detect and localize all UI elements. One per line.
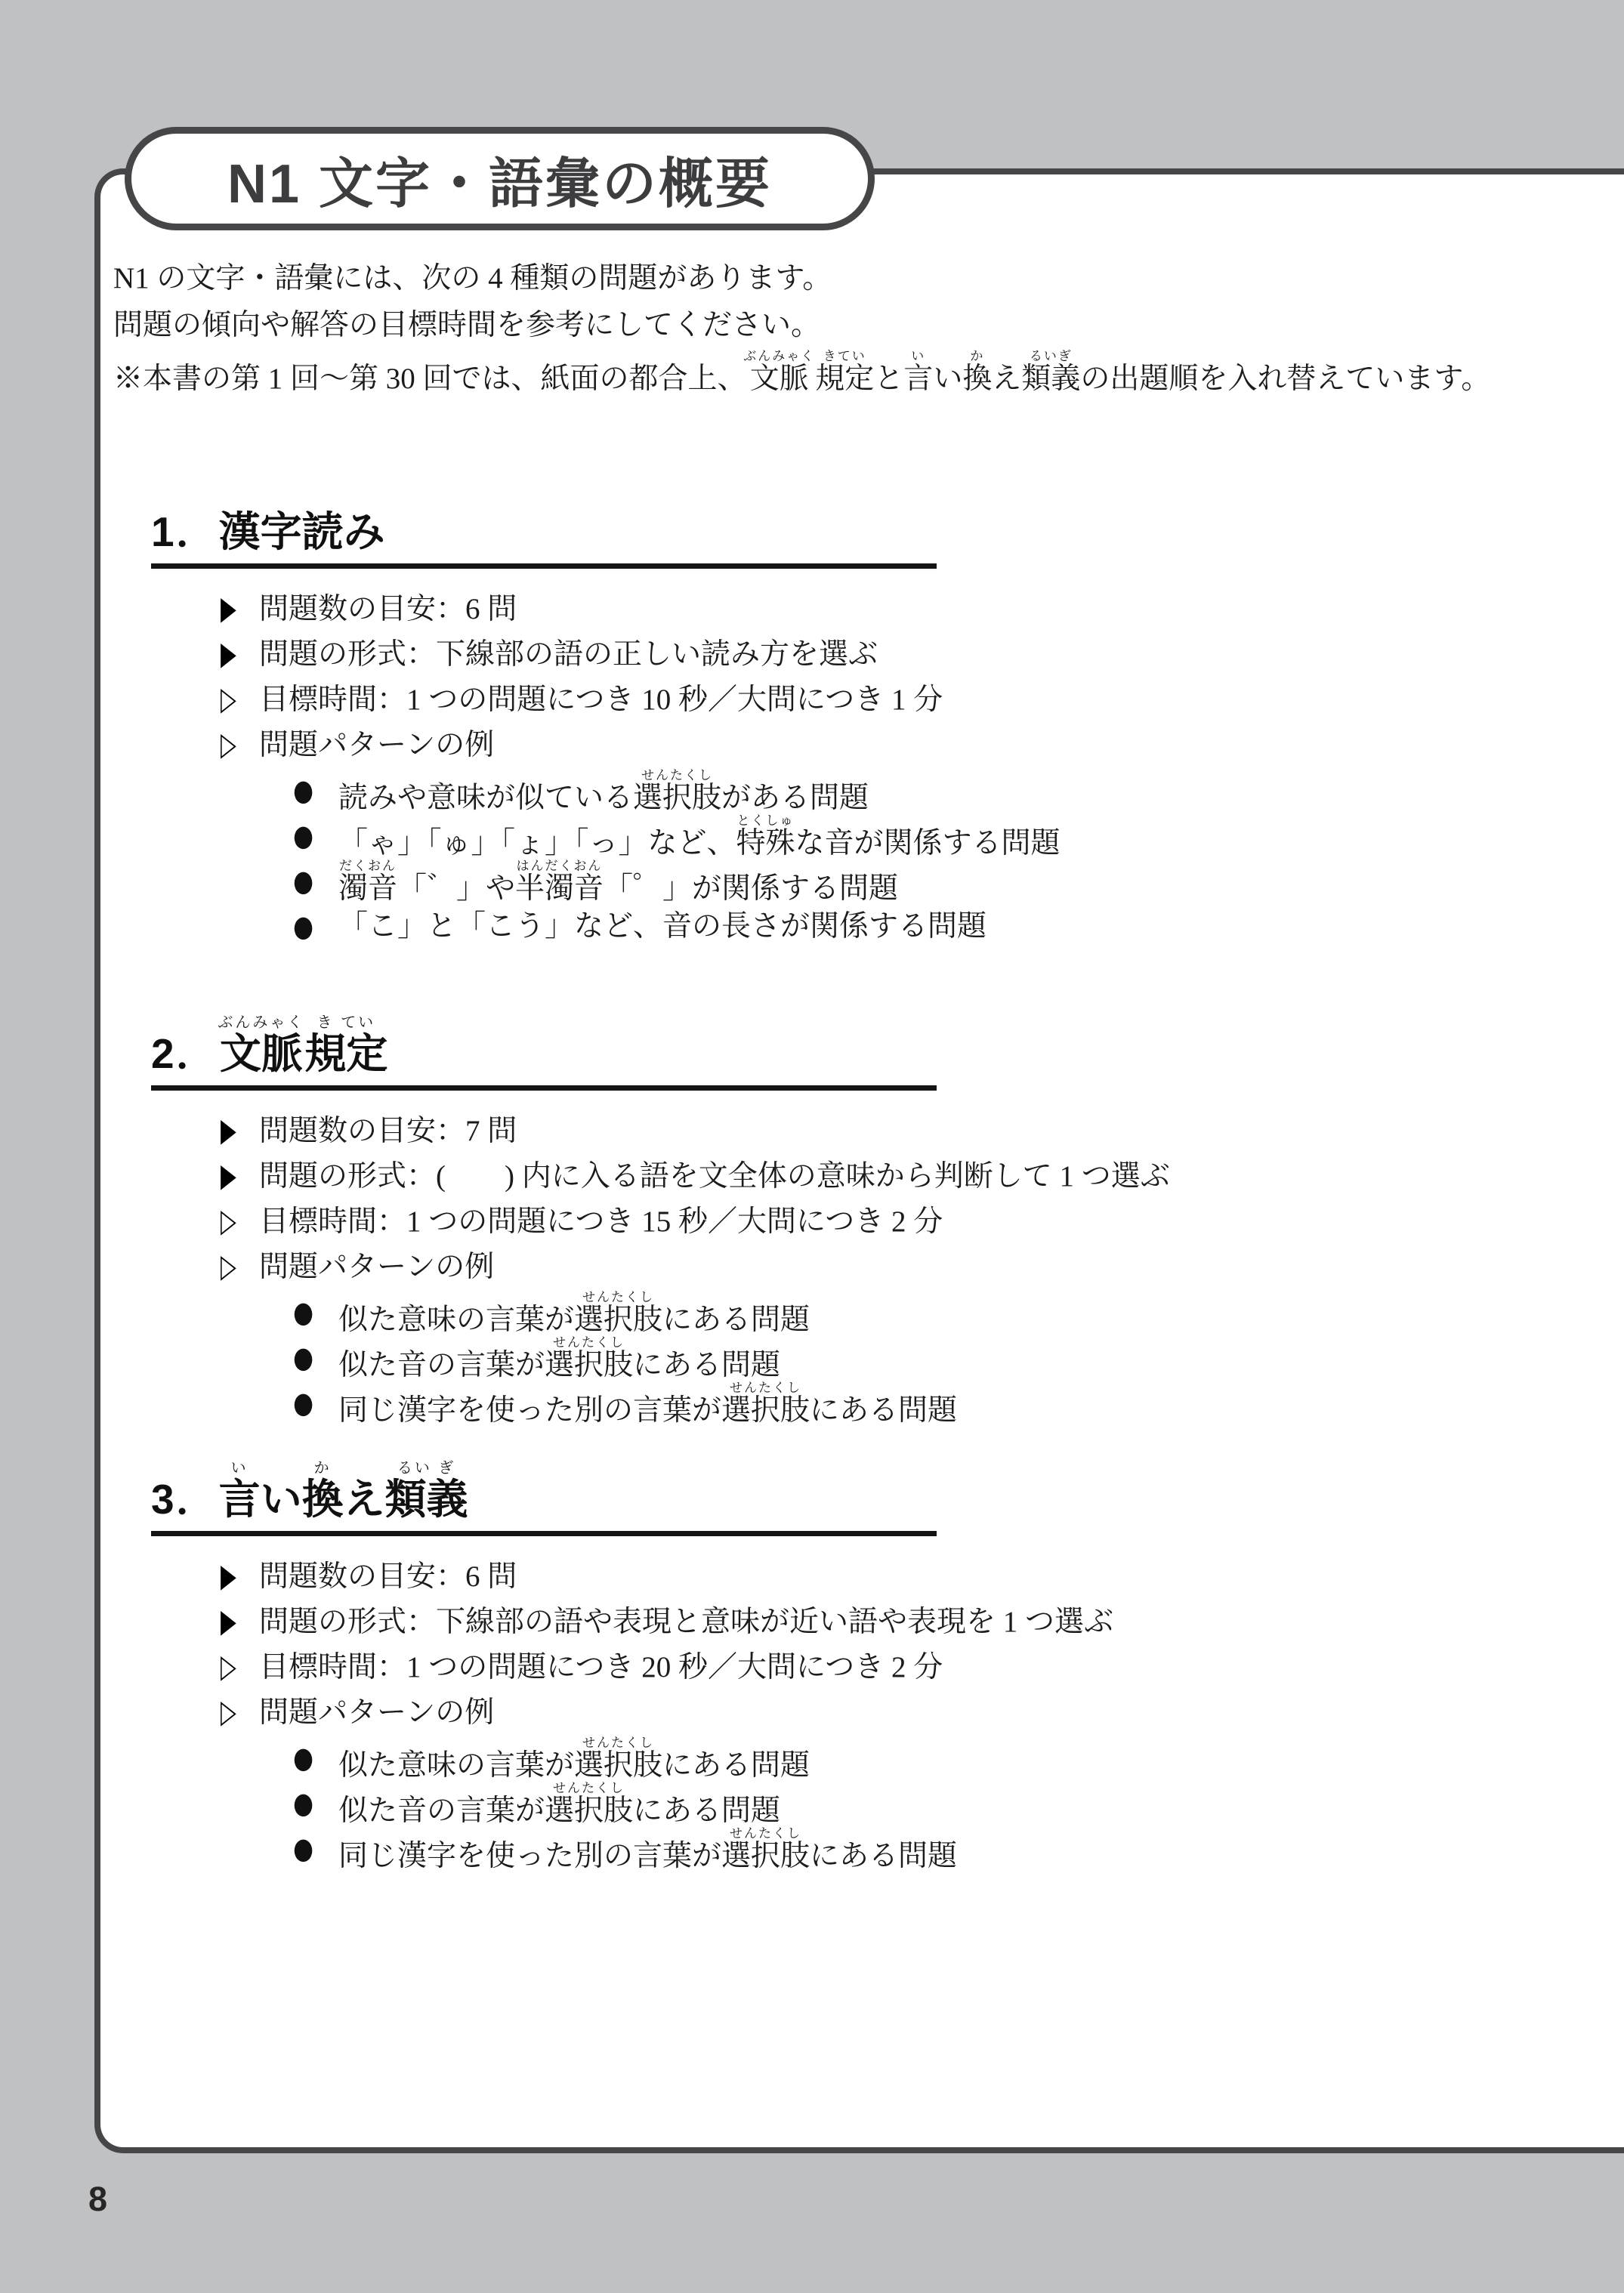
ruby-annotated-text: 選択肢せんたくし — [633, 768, 722, 814]
bullet-text: 問題数の目安：6 問 — [259, 593, 517, 625]
circle-bullet-icon: ● — [293, 909, 314, 944]
bullet-item — [0, 587, 1624, 632]
ruby-annotated-text: 選択肢せんたくし — [721, 1381, 810, 1427]
bullet-text: 問題パターンの例 — [259, 1696, 495, 1729]
triangle-outline-icon: ▷ — [221, 1201, 236, 1239]
circle-bullet-icon: ● — [293, 819, 314, 853]
circle-bullet-icon: ● — [293, 1295, 314, 1330]
bullet-item — [0, 632, 1624, 677]
circle-bullet-icon: ● — [293, 1386, 314, 1421]
triangle-filled-icon: ▶ — [221, 1601, 236, 1640]
bullet-text: 問題パターンの例 — [259, 1251, 495, 1283]
bullet-item — [0, 1554, 1624, 1600]
ruby-annotated-text: 言い — [218, 1460, 261, 1523]
ruby-annotated-text: 文脈ぶんみゃく — [218, 1014, 305, 1077]
circle-bullet-icon: ● — [293, 1832, 314, 1866]
intro-line: N1 の文字・語彙には、次の 4 種類の問題があります。 — [113, 262, 832, 295]
pattern-item — [0, 1381, 1624, 1426]
bullet-list — [0, 587, 1624, 768]
section-number: 1． — [151, 508, 219, 555]
circle-bullet-icon: ● — [293, 773, 314, 808]
triangle-filled-icon: ▶ — [221, 1110, 236, 1149]
bullet-text: 問題数の目安：7 問 — [259, 1115, 517, 1147]
ruby-annotated-text: 規定きてい — [815, 349, 875, 395]
bullet-text: 目標時間：1 つの問題につき 10 秒／大問につき 1 分 — [259, 684, 943, 716]
pattern-item — [0, 1290, 1624, 1335]
bullet-item — [0, 677, 1624, 723]
pattern-item — [0, 1736, 1624, 1781]
bullet-text: 問題数の目安：6 問 — [259, 1560, 517, 1593]
pattern-item — [0, 859, 1624, 904]
pattern-item — [0, 1826, 1624, 1872]
page-title: N1 文字・語彙の概要 — [227, 153, 773, 214]
pattern-list — [0, 1290, 1624, 1426]
circle-bullet-icon: ● — [293, 1786, 314, 1821]
ruby-annotated-text: 半濁音はんだくおん — [515, 859, 604, 905]
pattern-text: 同じ漢字を使った別の言葉が選択肢せんたくしにある問題 — [338, 1826, 958, 1872]
pattern-item — [0, 1335, 1624, 1381]
ruby-annotated-text: 濁音だくおん — [338, 859, 398, 905]
section-heading — [151, 1460, 937, 1536]
section-number: 3． — [151, 1476, 219, 1523]
intro-line: 問題の傾向や解答の目標時間を参考にしてください。 — [113, 309, 821, 341]
ruby-annotated-text: 言い — [903, 349, 934, 395]
bullet-item — [0, 1690, 1624, 1736]
circle-bullet-icon: ● — [293, 1341, 314, 1375]
bullet-item — [0, 1154, 1624, 1199]
pattern-text: 同じ漢字を使った別の言葉が選択肢せんたくしにある問題 — [338, 1381, 958, 1427]
bullet-text: 目標時間：1 つの問題につき 15 秒／大問につき 2 分 — [259, 1205, 943, 1238]
bullet-list — [0, 1109, 1624, 1290]
ruby-annotated-text: 換か — [301, 1460, 344, 1523]
bullet-item — [0, 723, 1624, 768]
section-title — [218, 1014, 388, 1077]
bullet-item — [0, 1109, 1624, 1154]
section-heading — [151, 1014, 937, 1091]
bullet-text: 問題パターンの例 — [259, 729, 495, 761]
bullet-text: 目標時間：1 つの問題につき 20 秒／大問につき 2 分 — [259, 1651, 943, 1683]
bullet-item — [0, 1199, 1624, 1245]
pattern-text: 読みや意味が似ている選択肢せんたくしがある問題 — [338, 768, 869, 814]
pattern-text: 似た意味の言葉が選択肢せんたくしにある問題 — [338, 1290, 810, 1336]
pattern-item — [0, 1781, 1624, 1826]
ruby-annotated-text: 類義るいぎ — [1021, 349, 1081, 395]
ruby-annotated-text: 選択肢せんたくし — [545, 1781, 634, 1827]
bullet-item — [0, 1245, 1624, 1290]
bullet-list — [0, 1554, 1624, 1736]
triangle-outline-icon: ▷ — [221, 724, 236, 763]
bullet-item — [0, 1645, 1624, 1690]
triangle-outline-icon: ▷ — [221, 679, 236, 718]
bullet-item — [0, 1600, 1624, 1645]
triangle-outline-icon: ▷ — [221, 1646, 236, 1685]
ruby-annotated-text: 選択肢せんたくし — [574, 1736, 663, 1782]
pattern-text: 「こ」と「こう」など、音の長さが関係する問題 — [338, 910, 987, 943]
pattern-text: 「ゃ」「ゅ」「ょ」「っ」など、特殊とくしゅな音が関係する問題 — [338, 813, 1061, 859]
intro — [113, 255, 1490, 403]
pattern-text: 似た意味の言葉が選択肢せんたくしにある問題 — [338, 1736, 810, 1782]
ruby-annotated-text: 類義るい ぎ — [384, 1460, 468, 1523]
bullet-text: 問題の形式：( ) 内に入る語を文全体の意味から判断して 1 つ選ぶ — [259, 1160, 1170, 1193]
triangle-filled-icon: ▶ — [221, 1556, 236, 1594]
circle-bullet-icon: ● — [293, 864, 314, 899]
triangle-filled-icon: ▶ — [221, 588, 236, 627]
title-badge — [125, 127, 875, 230]
ruby-annotated-text: 選択肢せんたくし — [545, 1335, 634, 1381]
pattern-item — [0, 813, 1624, 859]
triangle-filled-icon: ▶ — [221, 634, 236, 672]
pattern-list — [0, 1736, 1624, 1872]
section-title: 言いい換かえ類義るい ぎ — [218, 1460, 468, 1523]
ruby-annotated-text: 文脈ぶんみゃく — [743, 349, 816, 395]
ruby-annotated-text: 特殊とくしゅ — [736, 813, 795, 859]
ruby-annotated-text: 選択肢せんたくし — [721, 1826, 810, 1872]
section-number: 2． — [151, 1030, 219, 1077]
bullet-text: 問題の形式：下線部の語の正しい読み方を選ぶ — [259, 638, 878, 671]
pattern-list — [0, 768, 1624, 949]
ruby-annotated-text: 規定き てい — [304, 1014, 388, 1077]
pattern-text: 濁音だくおん「゛」や半濁音はんだくおん「゜」が関係する問題 — [338, 859, 899, 905]
ruby-annotated-text: 換か — [962, 349, 993, 395]
section — [0, 1460, 1624, 1872]
triangle-outline-icon: ▷ — [221, 1692, 236, 1730]
triangle-outline-icon: ▷ — [221, 1246, 236, 1285]
section — [0, 1014, 1624, 1426]
section — [0, 508, 1624, 949]
bullet-text: 問題の形式：下線部の語や表現と意味が近い語や表現を 1 つ選ぶ — [259, 1606, 1114, 1638]
pattern-item — [0, 904, 1624, 949]
section-heading — [151, 508, 937, 569]
pattern-text: 似た音の言葉が選択肢せんたくしにある問題 — [338, 1781, 781, 1827]
pattern-text: 似た音の言葉が選択肢せんたくしにある問題 — [338, 1335, 781, 1381]
ruby-annotated-text: 選択肢せんたくし — [574, 1290, 663, 1336]
page-number: 8 — [88, 2180, 108, 2218]
pattern-item — [0, 768, 1624, 813]
intro-line: ※本書の第 1 回〜第 30 回では、紙面の都合上、文脈ぶんみゃく規定きていと言いい換かえ類義るいぎの出題順を入れ替えています。 — [113, 349, 1491, 395]
circle-bullet-icon: ● — [293, 1741, 314, 1776]
section-title: 漢字読み — [218, 508, 385, 555]
triangle-filled-icon: ▶ — [221, 1156, 236, 1194]
